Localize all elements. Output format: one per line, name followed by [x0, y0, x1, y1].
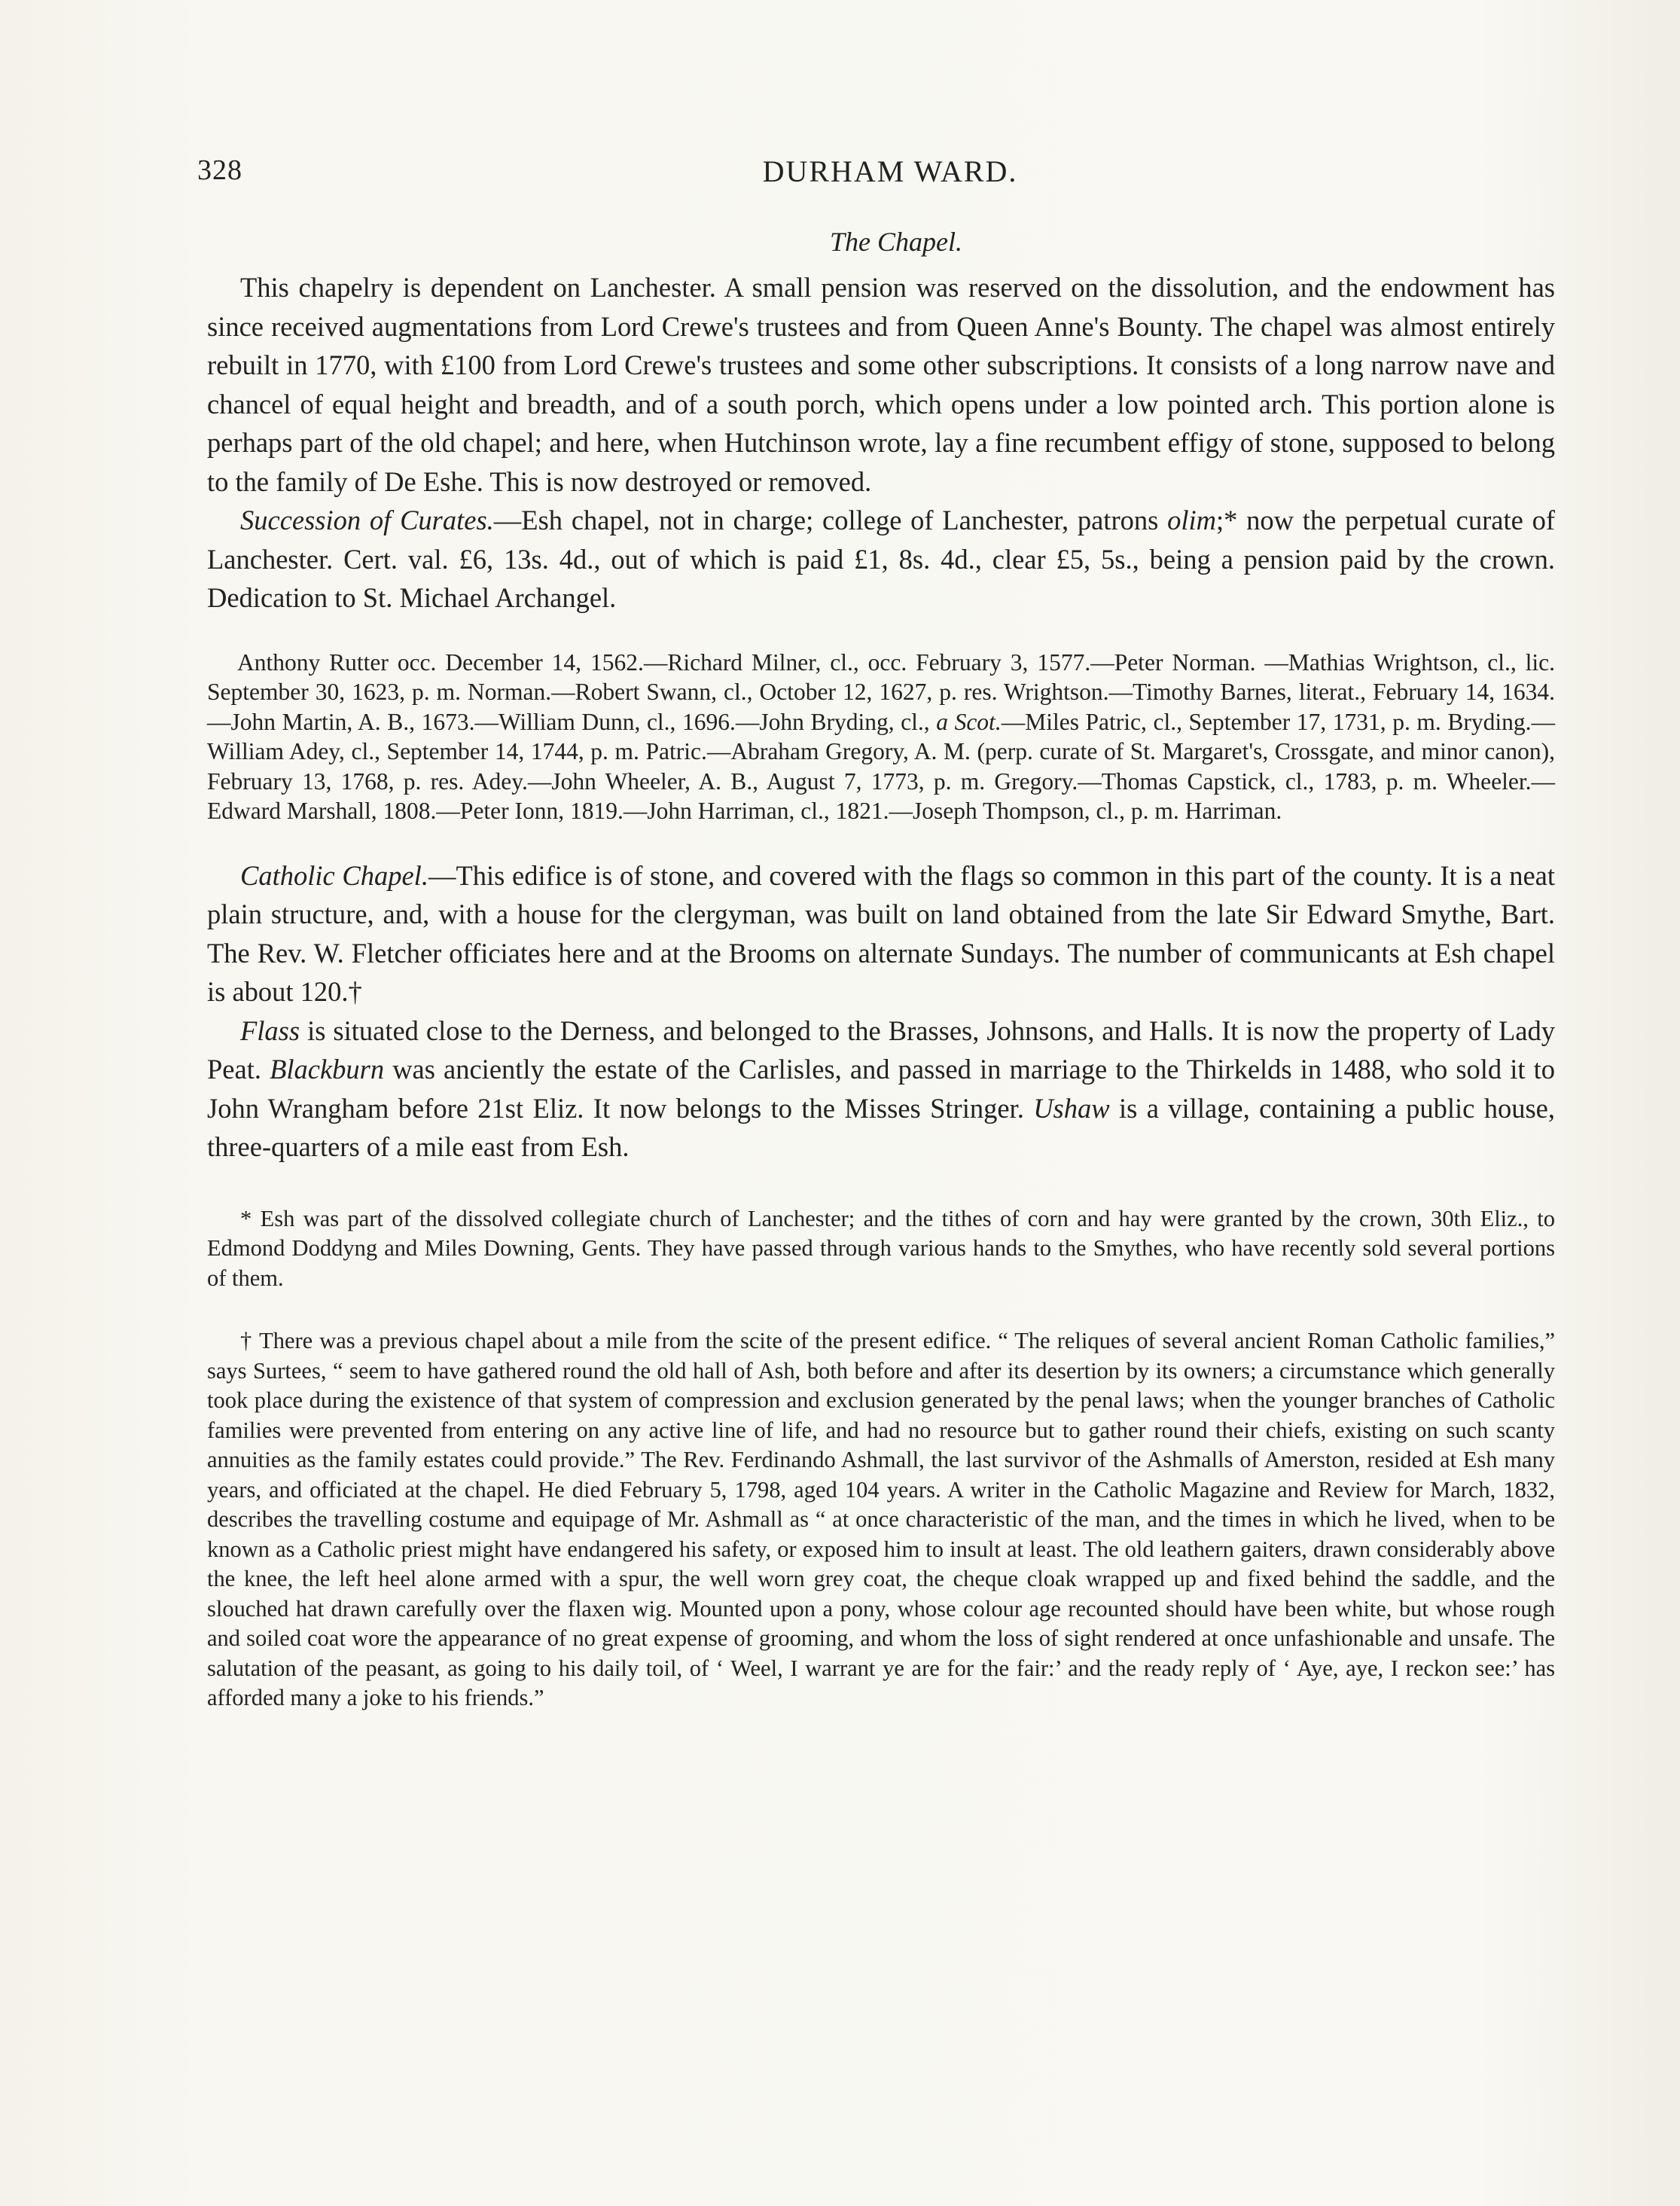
running-title: DURHAM WARD. [762, 154, 1018, 188]
page-body [207, 226, 1555, 1713]
succession-text-b: ;* now the perpetual curate of Lanchester. Cert. val. £6, 13s. 4d., out of which is paid £1, 8s. 4d., clear £5, 5s., being a pension paid by the crown. Dedication to St. Michael Archangel. [207, 505, 1555, 613]
curates-list-b: —Miles Patric, cl., September 17, 1731, p. m. Bryding.—William Adey, cl., September 14, 1744, p. m. Patric.—Abraham Gregory, A. M. (perp. curate of St. Margaret's, Crossgate, and minor canon), February 13, 1768, p. res. Adey.—John Wheeler, A. B., August 7, 1773, p. m. Gregory.—Thomas Capstick, cl., 1783, p. m. Wheeler.—Edward Marshall, 1808.—Peter Ionn, 1819.—John Harriman, cl., 1821.—Joseph Thompson, cl., p. m. Harriman. [207, 708, 1556, 824]
page-header [197, 154, 1553, 199]
curates-scot: a Scot. [936, 708, 1002, 735]
succession-heading: Succession of Curates. [240, 505, 494, 535]
curates-list-a: Anthony Rutter occ. December 14, 1562.—Richard Milner, cl., occ. February 3, 1577.—Peter Norman. —Mathias Wrightson, cl., lic. September 30, 1623, p. m. Norman.—Robert Swann, cl., October 12, 1627, p. res. Wrightson.—Timothy Barnes, literat., February 14, 1634.—John Martin, A. B., 1673.—William Dunn, cl., 1696.—John Bryding, cl., [207, 648, 1555, 735]
paragraph-catholic-chapel [207, 856, 1555, 1011]
footnote-asterisk: * Esh was part of the dissolved collegiate church of Lanchester; and the tithes of corn and hay were granted by the crown, 30th Eliz., to Edmond Doddyng and Miles Downing, Gents. They have passed through various hands to the Smythes, who have recently sold several portions of them. [207, 1205, 1555, 1291]
flass-name: Flass [240, 1015, 300, 1046]
paragraph-flass-blackburn-ushaw [207, 1011, 1555, 1167]
flass-text: is situated close to the Derness, and belonged to the Brasses, Johnsons, and Halls. It is now the property of Lady Peat. [207, 1015, 1555, 1085]
ushaw-name: Ushaw [1033, 1092, 1110, 1124]
page-number: 328 [197, 154, 242, 186]
olim-term: olim [1167, 505, 1216, 535]
catholic-chapel-text: —This edifice is of stone, and covered with the flags so common in this part of the county. It is a neat plain structure, and, with a house for the clergyman, was built on land obtained from the late Sir Edward Smythe, Bart. The Rev. W. Fletcher officiates here and at the Brooms on alternate Sundays. The number of communicants at Esh chapel is about 120.† [207, 859, 1555, 1007]
paragraph-chapel-description: This chapelry is dependent on Lanchester. A small pension was reserved on the dissolution, and the endowment has since received augmentations from Lord Crewe's trustees and from Queen Anne's Bounty. The chapel was almost entirely rebuilt in 1770, with £100 from Lord Crewe's trustees and some other subscriptions. It consists of a long narrow nave and chancel of equal height and breadth, and of a south porch, which opens under a low pointed arch. This portion alone is perhaps part of the old chapel; and here, when Hutchinson wrote, lay a fine recumbent effigy of stone, supposed to belong to the family of De Eshe. This is now destroyed or removed. [207, 272, 1555, 497]
ushaw-text: is a village, containing a public house, three-quarters of a mile east from Esh. [207, 1092, 1556, 1162]
blackburn-text: was anciently the estate of the Carlisles, and passed in marriage to the Thirkelds in 1488, who sold it to John Wrangham before 21st Eliz. It now belongs to the Misses Stringer. [207, 1054, 1555, 1124]
succession-text-a: —Esh chapel, not in charge; college of Lanchester, patrons [493, 505, 1168, 535]
paragraph-succession-of-curates [207, 501, 1555, 618]
footnote-dagger: † There was a previous chapel about a mile from the scite of the present edifice. “ The reliques of several ancient Roman Catholic families,” says Surtees, “ seem to have gathered round the old hall of Ash, both before and after its desertion by its owners; a circumstance which generally took place during the existence of that system of compression and exclusion generated by the penal laws; when the younger branches of Catholic families were prevented from entering on any active line of life, and had no resource but to gather round their chiefs, existing on such scanty annuities as the family estates could provide.” The Rev. Ferdinando Ashmall, the last survivor of the Ashmalls of Amerston, resided at Esh many years, and officiated at the chapel. He died February 5, 1798, aged 104 years. A writer in the Catholic Magazine and Review for March, 1832, describes the travelling costume and equipage of Mr. Ashmall as “ at once characteristic of the man, and the times in which he lived, when to be known as a Catholic priest might have endangered his safety, or exposed him to insult at least. The old leathern gaiters, drawn considerably above the knee, the left heel alone armed with a spur, the well worn grey coat, the cheque cloak wrapped up and fixed behind the saddle, and the slouched hat drawn carefully over the flaxen wig. Mounted upon a pony, whose colour age recounted should have been white, but whose rough and soiled coat wore the appearance of no great expense of grooming, and whom the loss of sight rendered at once unfashionable and unsafe. The salutation of the peasant, as going to his daily toil, of ‘ Weel, I warrant ye are for the fair:’ and the ready reply of ‘ Aye, aye, I reckon see:’ has afforded many a joke to his friends.” [207, 1328, 1555, 1710]
curates-list [207, 648, 1555, 826]
section-title: The Chapel. [830, 227, 962, 257]
catholic-chapel-heading: Catholic Chapel. [240, 859, 428, 891]
blackburn-name: Blackburn [270, 1054, 385, 1085]
